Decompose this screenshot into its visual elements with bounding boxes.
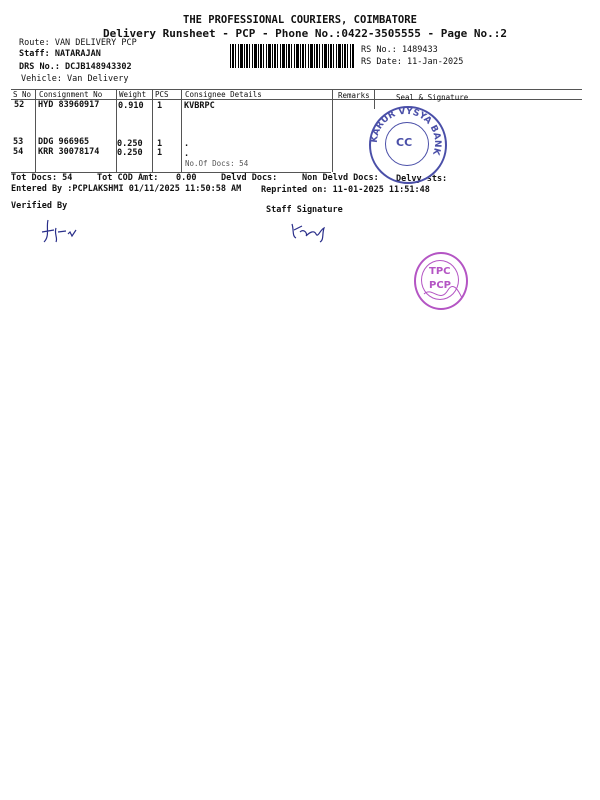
row-sno: 53 (13, 137, 24, 147)
no-of-docs: No.Of Docs: 54 (185, 159, 249, 168)
delivery-status: Delvy sts: (396, 174, 448, 184)
stamp-signature-scribble (420, 264, 464, 314)
col-header-weight: Weight (119, 90, 147, 99)
bank-stamp-center: CC (396, 136, 413, 149)
bank-stamp-ring-text (369, 106, 443, 180)
row-pcs: 1 (157, 139, 163, 149)
col-header-pcs: PCS (155, 90, 169, 99)
row-sno: 54 (13, 147, 24, 157)
col-header-sno: S No (13, 90, 32, 99)
vehicle-label: Vehicle: Van Delivery (21, 74, 129, 84)
row-pcs: 1 (157, 148, 163, 158)
col-divider (332, 89, 333, 172)
row-pcs: 1 (157, 101, 163, 111)
verifier-signature (38, 218, 83, 246)
svg-text:KARUR VYSYA BANK: KARUR VYSYA BANK (369, 106, 443, 157)
tot-cod-label: Tot COD Amt: (97, 173, 159, 183)
delvd-docs: Delvd Docs: (221, 173, 278, 183)
rs-date: RS Date: 11-Jan-2025 (361, 57, 464, 67)
staff-label: Staff: NATARAJAN (19, 49, 101, 59)
route-label: Route: VAN DELIVERY PCP (19, 38, 137, 48)
col-divider (35, 89, 36, 172)
non-delvd-docs: Non Delvd Docs: (302, 173, 379, 183)
row-consignment: HYD 83960917 (38, 100, 100, 110)
barcode (230, 44, 354, 68)
col-divider (152, 89, 153, 172)
row-weight: 0.910 (118, 101, 144, 111)
company-title: THE PROFESSIONAL COURIERS, COIMBATORE (183, 14, 417, 26)
row-consignee: . (184, 139, 190, 149)
row-consignee: . (184, 149, 190, 159)
runsheet-title: Delivery Runsheet - PCP - Phone No.:0422-3505555 - Page No.:2 (103, 27, 507, 40)
row-consignee: KVBRPC (184, 101, 215, 111)
row-consignment: DDG 966965 (38, 137, 90, 147)
drs-label: DRS No.: DCJB148943302 (19, 62, 132, 72)
verified-by: Verified By (11, 201, 68, 211)
staff-signature (288, 216, 333, 244)
tot-docs: Tot Docs: 54 (11, 173, 73, 183)
row-consignment: KRR 30078174 (38, 147, 100, 157)
row-weight: 0.250 (117, 148, 143, 158)
col-divider (181, 89, 182, 172)
row-weight: 0.250 (117, 139, 143, 149)
col-header-consignment: Consignment No (39, 90, 103, 99)
entered-by: Entered By :PCPLAKSHMI 01/11/2025 11:50:58 AM (11, 184, 242, 194)
tpc-stamp-line1: TPC (429, 266, 451, 277)
staff-signature-label: Staff Signature (266, 205, 343, 215)
tot-cod-value: 0.00 (176, 173, 197, 183)
bank-stamp (369, 106, 447, 184)
rs-no: RS No.: 1489433 (361, 45, 438, 55)
tpc-stamp-line2: PCP (429, 280, 451, 291)
col-header-consignee: Consignee Details (185, 90, 262, 99)
row-sno: 52 (14, 100, 25, 110)
col-header-remarks: Remarks (338, 91, 370, 100)
reprinted-on: Reprinted on: 11-01-2025 11:51:48 (261, 185, 430, 195)
col-header-seal: Seal & Signature (396, 93, 469, 102)
col-divider (116, 89, 117, 172)
